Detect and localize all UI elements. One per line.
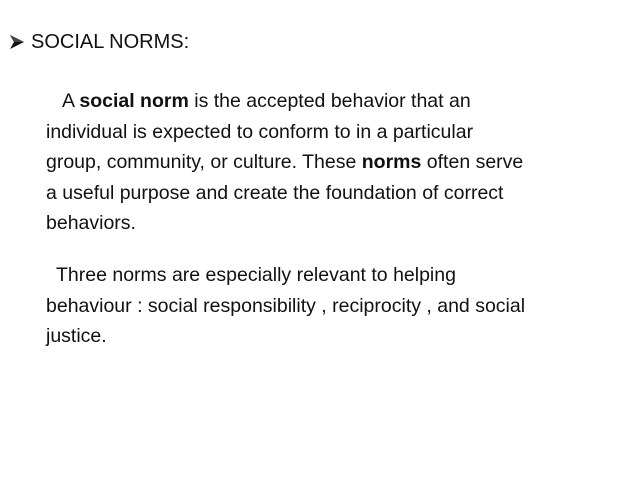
heading-text: SOCIAL NORMS: xyxy=(31,31,190,53)
p1-text-3: often serve a useful purpose and create the foundation of correct behaviors. xyxy=(46,151,524,234)
p1-text-2: is the accepted behavior that an individual is expected to conform to in a particular group, community, or culture. These xyxy=(46,90,474,173)
p1-bold-social-norm: social norm xyxy=(79,90,189,112)
paragraph-social-norm-definition xyxy=(46,86,626,239)
paragraph-three-norms xyxy=(46,260,626,352)
p1-text-1: A xyxy=(62,90,80,112)
arrowhead-bullet-icon xyxy=(9,34,25,50)
p1-bold-norms: norms xyxy=(361,151,422,173)
p2-text: Three norms are especially relevant to helping behaviour : social responsibility , reciprocity , and social justice. xyxy=(46,264,526,347)
slide-heading xyxy=(9,30,189,54)
